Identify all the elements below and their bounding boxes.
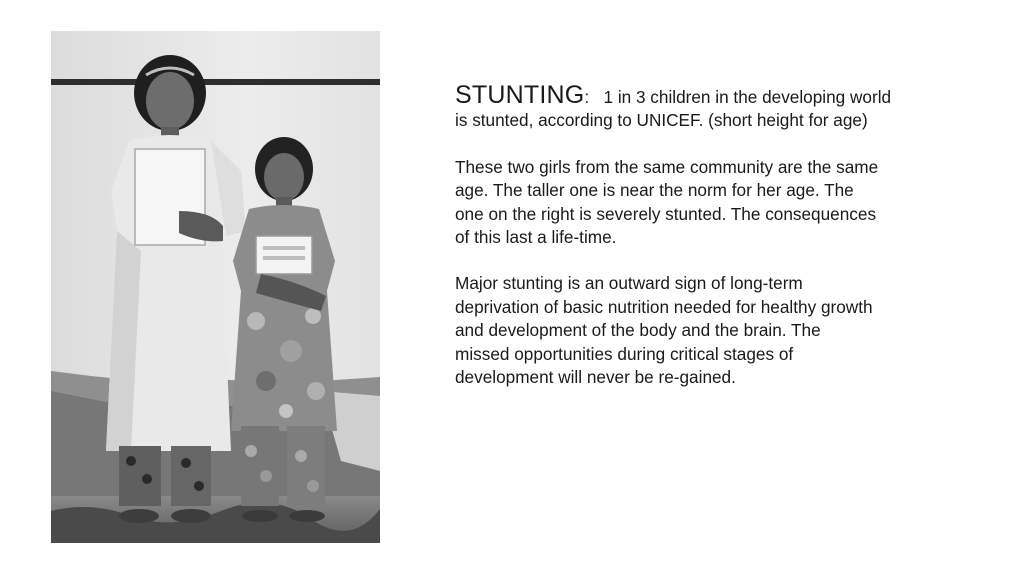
paragraph-line: of this last a life-time. xyxy=(455,227,617,248)
paragraph-line: Major stunting is an outward sign of long-term xyxy=(455,273,803,294)
photo-illustration xyxy=(51,31,380,543)
paragraph-line: development will never be re-gained. xyxy=(455,367,736,388)
paragraph-line: age. The taller one is near the norm for her age. The xyxy=(455,180,854,201)
intro-line-1: 1 in 3 children in the developing world xyxy=(603,87,892,107)
text-block xyxy=(455,81,955,412)
intro-line-2: is stunted, according to UNICEF. (short height for age) xyxy=(455,110,868,131)
heading-stunting: STUNTING xyxy=(455,81,585,109)
paragraph-consequences xyxy=(455,272,955,389)
paragraph-line: These two girls from the same community are the same xyxy=(455,156,879,177)
paragraph-comparison xyxy=(455,156,955,250)
paragraph-line: and development of the body and the brain. The xyxy=(455,320,821,341)
heading-colon: : xyxy=(584,87,590,107)
paragraph-line: missed opportunities during critical stages of xyxy=(455,343,794,364)
paragraph-line: one on the right is severely stunted. The consequences xyxy=(455,203,877,224)
intro-paragraph xyxy=(455,81,955,133)
paragraph-line: deprivation of basic nutrition needed for healthy growth xyxy=(455,296,873,317)
photo-two-girls xyxy=(51,31,380,543)
